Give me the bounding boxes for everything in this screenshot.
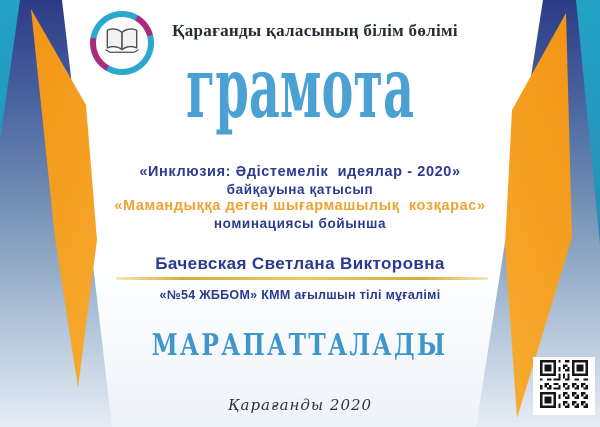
recipient-name: Бачевская Светлана Викторовна xyxy=(155,254,445,273)
certificate-title: грамота xyxy=(185,38,415,137)
participation-line: байқауына қатысып xyxy=(226,182,374,197)
qr-code-pattern xyxy=(540,360,588,413)
recipient-position: «№54 ЖББОМ» КММ ағылшын тілі мұғалімі xyxy=(159,288,441,302)
organization-title: Қарағанды қаласының білім бөлімі xyxy=(172,21,458,40)
award-word-wrap xyxy=(0,328,600,363)
contest-line: «Инклюзия: Әдістемелік идеялар - 2020» xyxy=(139,164,461,180)
award-word: МАРАПАТТАЛАДЫ xyxy=(152,328,448,363)
name-underline xyxy=(116,277,488,280)
certificate-title-wrap xyxy=(0,38,600,137)
nomination-suffix-line: номинациясы бойынша xyxy=(213,216,387,231)
award-description-block xyxy=(0,164,600,232)
nomination-line: «Мамандыққа деген шығармашылық козқарас» xyxy=(114,198,486,214)
qr-code xyxy=(533,357,595,415)
footer-city-year: Қарағанды 2020 xyxy=(227,396,373,414)
